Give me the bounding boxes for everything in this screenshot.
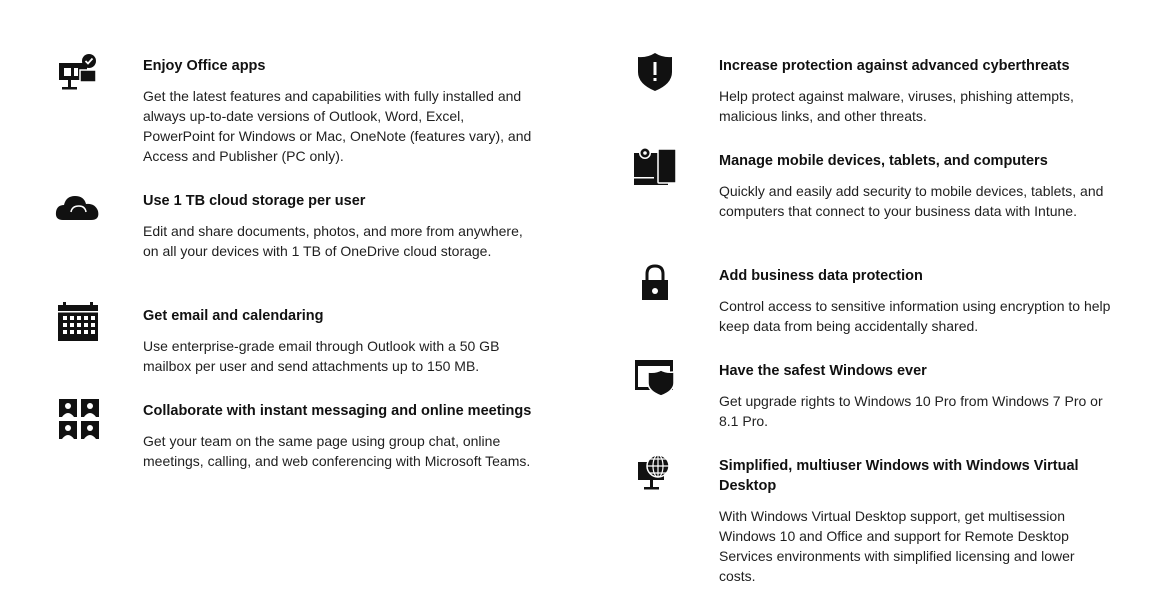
- feature-description: Get the latest features and capabilities with fully installed and always up-to-date versions of Outlook, Word, Excel, PowerPoint for Windows or Mac, OneNote (features vary), and Access and Publisher (PC only).: [143, 88, 532, 164]
- people-grid-icon: [54, 395, 104, 445]
- feature-title: Add business data protection: [719, 268, 923, 284]
- feature-description: Quickly and easily add security to mobile devices, tablets, and computers that connect to your business data with Intune.: [719, 183, 1104, 219]
- mobile-devices-gear-icon: [630, 143, 680, 193]
- feature-description: Control access to sensitive information using encryption to help keep data from being accidentally shared.: [719, 298, 1111, 334]
- feature-description: Edit and share documents, photos, and more from anywhere, on all your devices with 1 TB of OneDrive cloud storage.: [143, 223, 523, 259]
- feature-title: Enjoy Office apps: [143, 58, 266, 74]
- feature-title: Collaborate with instant messaging and online meetings: [143, 403, 532, 419]
- feature-description: Get your team on the same page using group chat, online meetings, calling, and web conferencing with Microsoft Teams.: [143, 433, 531, 469]
- window-shield-icon: [630, 352, 680, 402]
- devices-check-icon: [54, 50, 104, 100]
- feature-description: Help protect against malware, viruses, phishing attempts, malicious links, and other threats.: [719, 88, 1074, 124]
- cloud-icon: [53, 185, 103, 235]
- feature-description: Use enterprise-grade email through Outlook with a 50 GB mailbox per user and send attachments up to 150 MB.: [143, 338, 500, 374]
- feature-title: Increase protection against advanced cyberthreats: [719, 58, 1070, 74]
- feature-title: Simplified, multiuser Windows with Windows Virtual Desktop: [719, 458, 1079, 494]
- lock-icon: [630, 262, 680, 312]
- feature-title: Use 1 TB cloud storage per user: [143, 193, 366, 209]
- feature-title: Get email and calendaring: [143, 308, 324, 324]
- shield-alert-icon: [630, 48, 680, 98]
- globe-monitor-icon: [630, 450, 680, 500]
- feature-description: Get upgrade rights to Windows 10 Pro from Windows 7 Pro or 8.1 Pro.: [719, 393, 1103, 429]
- feature-title: Have the safest Windows ever: [719, 363, 927, 379]
- feature-title: Manage mobile devices, tablets, and computers: [719, 153, 1048, 169]
- calendar-icon: [54, 300, 104, 350]
- feature-description: With Windows Virtual Desktop support, get multisession Windows 10 and Office and support for Remote Desktop Services environments with simplified licensing and lower costs.: [719, 508, 1075, 584]
